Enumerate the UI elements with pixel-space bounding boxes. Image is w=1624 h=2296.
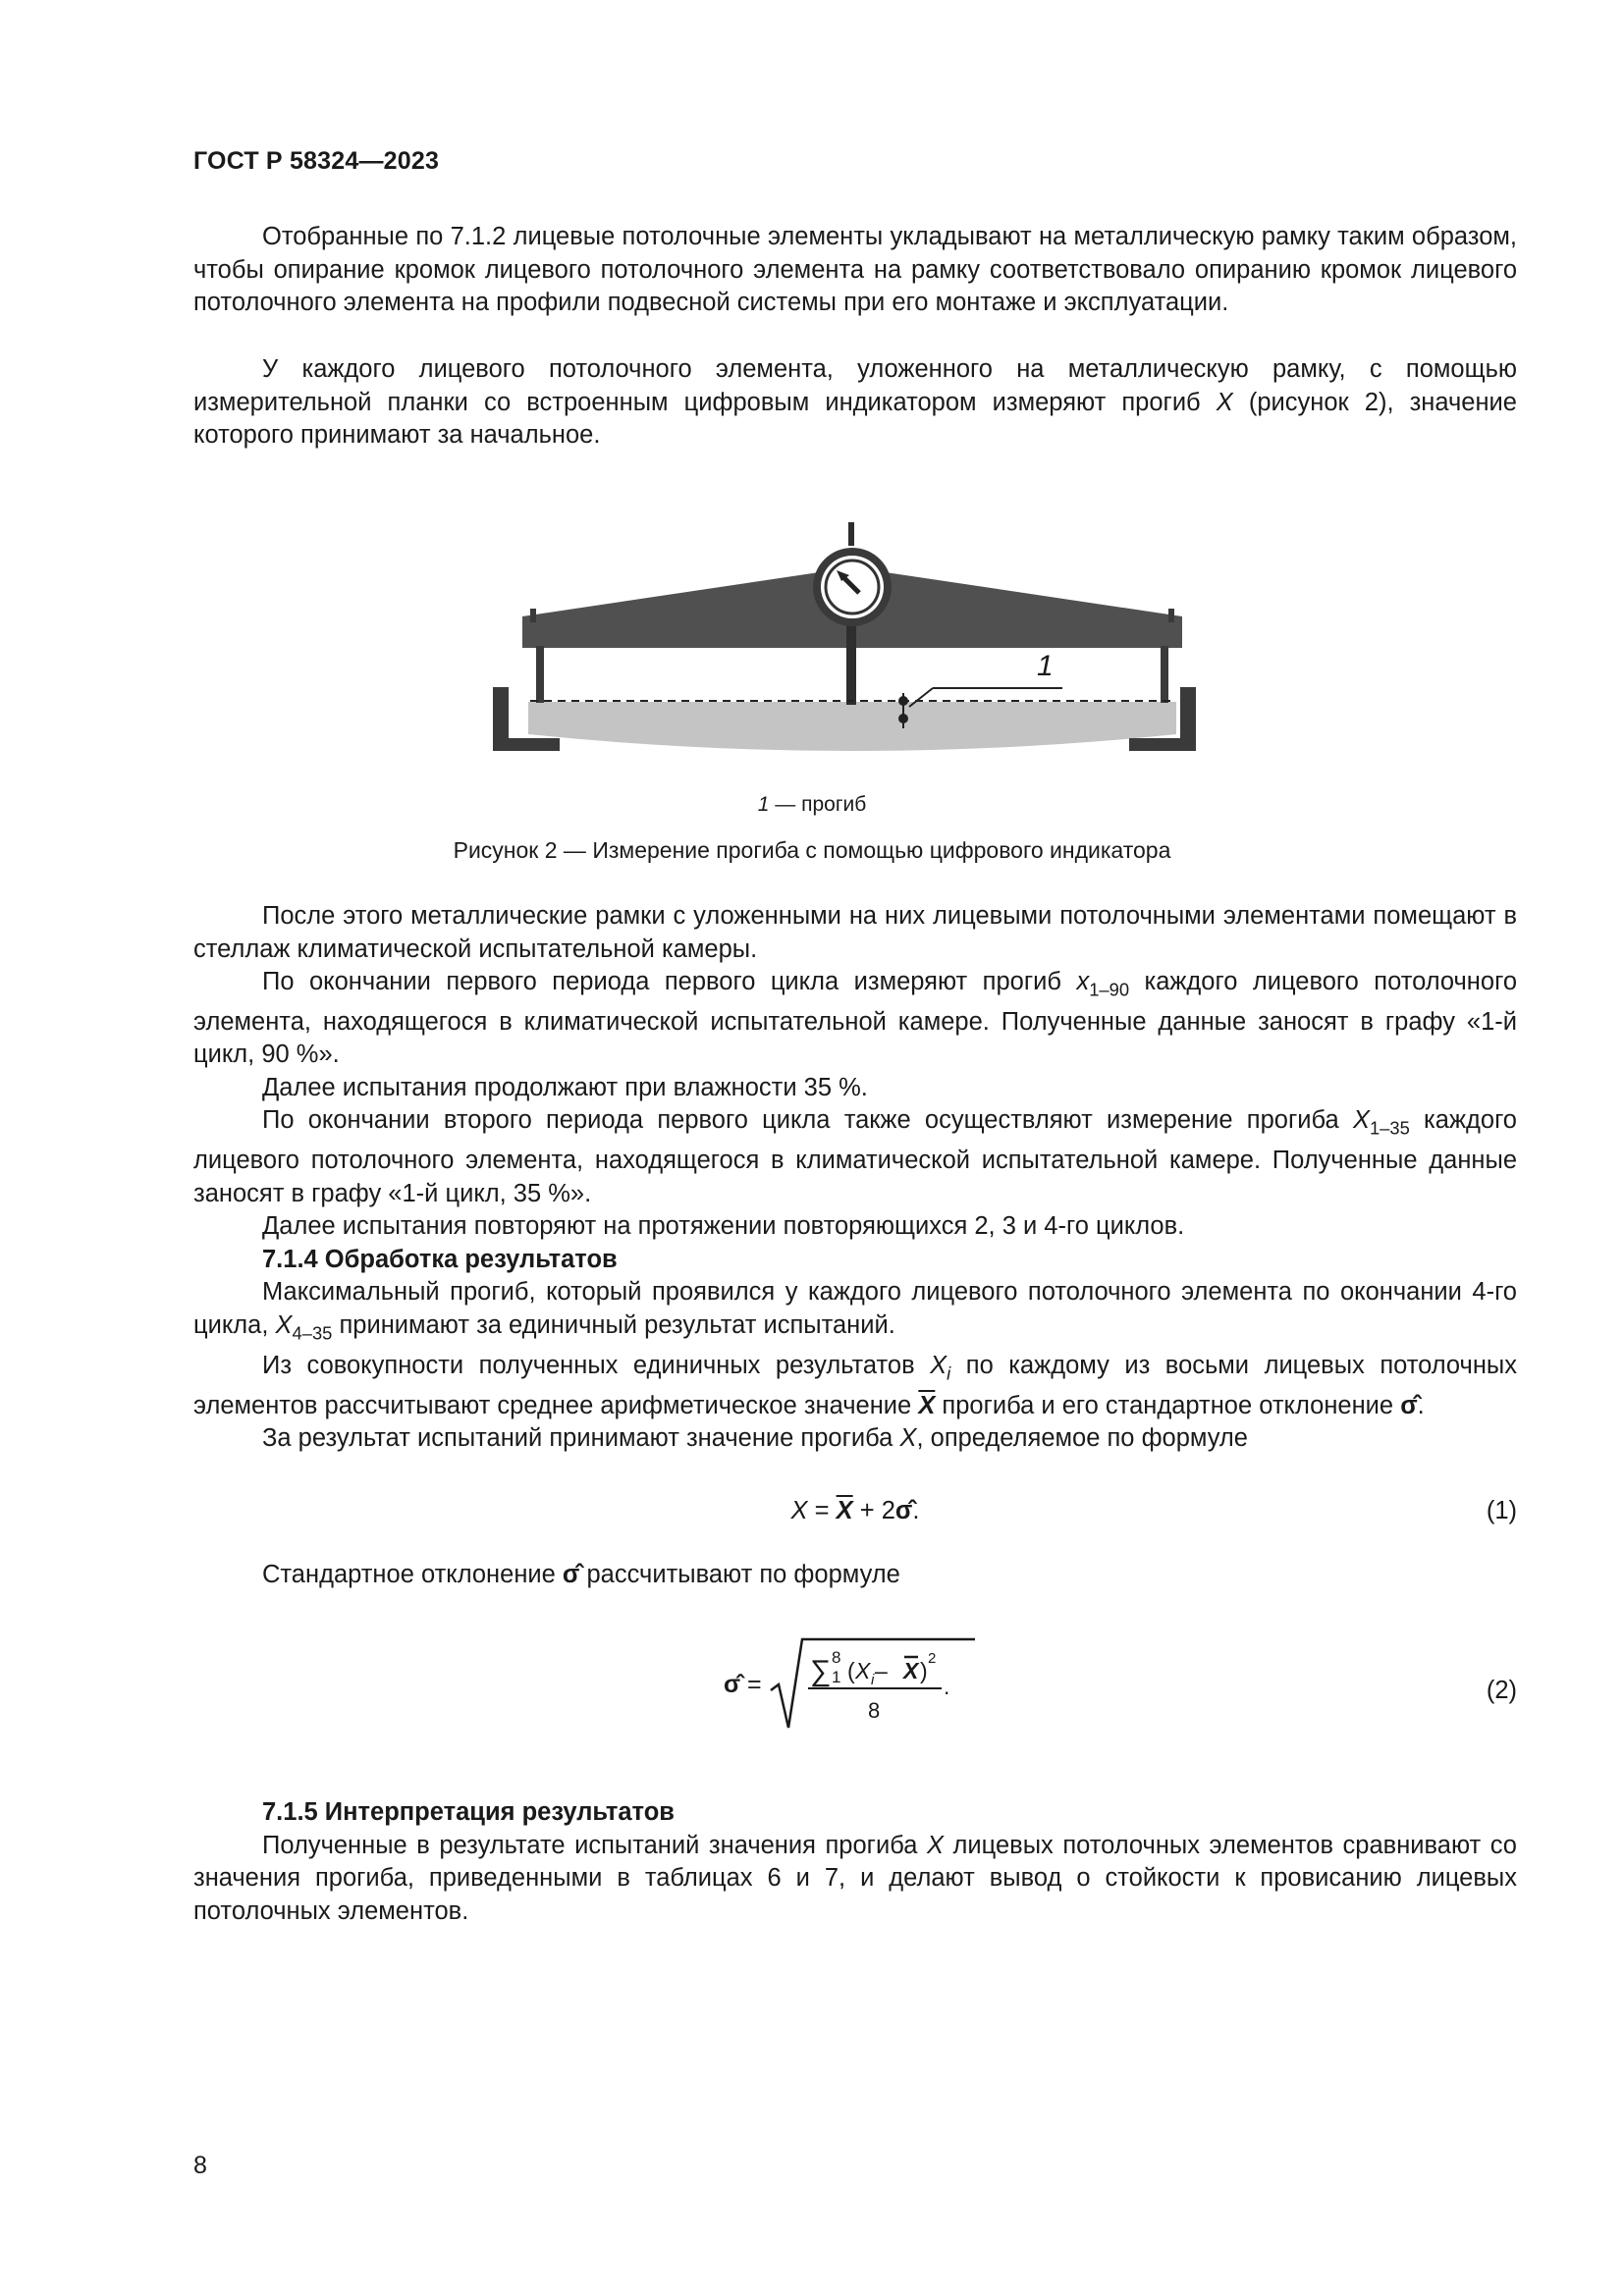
deflection-measurement-figure bbox=[471, 510, 1218, 766]
paragraph-frame-placement bbox=[193, 221, 1517, 320]
paragraph-std-deviation: Стандартное отклонение σ̂ рассчитывают по формуле bbox=[262, 1561, 900, 1588]
svg-text:.: . bbox=[944, 1674, 950, 1699]
paragraph-text: Отобранные по 7.1.2 лицевые потолочные элементы укладывают на металлическую рамку таким образом, чтобы опирание кромок лицевого потолочного элемента на рамку соответствовало опиранию кромок лицевого потолочного элемента на профили подвесной системы при его монтаже и эксплуатации. bbox=[193, 223, 1517, 316]
section-heading-7-1-4: 7.1.4 Обработка результатов bbox=[262, 1245, 618, 1273]
right-leg bbox=[1161, 646, 1168, 703]
section-interpretation: 7.1.5 Интерпретация результатов Полученные в результате испытаний значения прогиба X лицевых потолочных элементов сравнивают со значения прогиба, приведенными в таблицах 6 и 7, и делают вывод о стойкости к провисанию лицевых потолочных элементов. bbox=[193, 1798, 1517, 1925]
left-leg bbox=[536, 646, 544, 703]
svg-text:∑: ∑ bbox=[810, 1655, 832, 1687]
formula-number: (1) bbox=[1486, 1497, 1517, 1524]
document-header: ГОСТ Р 58324—2023 bbox=[193, 147, 440, 175]
formula-number: (2) bbox=[1486, 1677, 1517, 1704]
svg-text:1: 1 bbox=[832, 1668, 841, 1686]
figure-caption: Рисунок 2 — Измерение прогиба с помощью цифрового индикатора bbox=[453, 837, 1171, 863]
section-heading-7-1-5: 7.1.5 Интерпретация результатов bbox=[262, 1798, 675, 1826]
ceiling-panel bbox=[528, 702, 1176, 751]
svg-text:X: X bbox=[855, 1658, 871, 1683]
figure-legend: 1 — прогиб bbox=[757, 793, 867, 816]
variable-x: X bbox=[1216, 388, 1233, 416]
svg-text:=: = bbox=[747, 1671, 762, 1698]
svg-text:X: X bbox=[903, 1658, 919, 1683]
std-deviation-formula bbox=[724, 1629, 999, 1737]
svg-text:8: 8 bbox=[832, 1648, 841, 1667]
svg-text:i: i bbox=[871, 1672, 875, 1688]
svg-text:σ̂: σ̂ bbox=[724, 1671, 741, 1698]
indicator-rod bbox=[846, 618, 856, 705]
formula-2 bbox=[193, 1629, 1517, 1737]
paragraph-initial-measurement: У каждого лицевого потолочного элемента, уложенного на металлическую рамку, с помощью измерительной планки со встроенным цифровым индикатором измеряют прогиб X (рисунок 2), значение которого принимают за начальное. bbox=[193, 355, 1517, 449]
callout-number: 1 bbox=[1037, 650, 1054, 682]
svg-text:2: 2 bbox=[928, 1650, 937, 1667]
page-number: 8 bbox=[193, 2152, 207, 2179]
digital-indicator-icon bbox=[813, 548, 892, 626]
svg-text:–: – bbox=[875, 1658, 888, 1683]
svg-text:8: 8 bbox=[868, 1698, 881, 1723]
svg-text:): ) bbox=[920, 1658, 928, 1683]
svg-text:(: ( bbox=[847, 1658, 855, 1683]
paragraph-after-placement: После этого металлические рамки с уложенными на них лицевыми потолочными элементами помещают в стеллаж климатической испытательной камеры. По окончании первого периода первого цикла измеряют прогиб $x_{1-90}$ каждого лицевого потолочного элемента, находящегося в климатической испытательной камере. Полученные данные заносят в графу «1-й цикл, 90 %». Далее испытания продолжают при влажности 35 %. По окончании второго периода первого цикла также осуществляют измерение прогиба $X_{1-35}$ каждого лицевого потолочного элемента, находящегося в климатической испытательной камере. Полученные данные заносят в графу «1-й цикл, 35 %». Далее испытания повторяют на протяжении повторяющихся 2, 3 и 4-го циклов. 7.1.4 Обработка результатов Максимальный прогиб, который проявился у каждого лицевого потолочного элемента по окончании 4-го цикла, $X_{4-35}$ принимают за единичный результат испытаний. Из совокупности полученных единичных результатов $X_i$ по каждому из восьми лицевых потолочных элементов рассчитывают среднее арифметическое значение $\overline{X}$ прогиба и его стандартное отклонение σ̂. За результат испытаний принимают значение прогиба X, определяемое по формуле bbox=[193, 902, 1517, 1453]
